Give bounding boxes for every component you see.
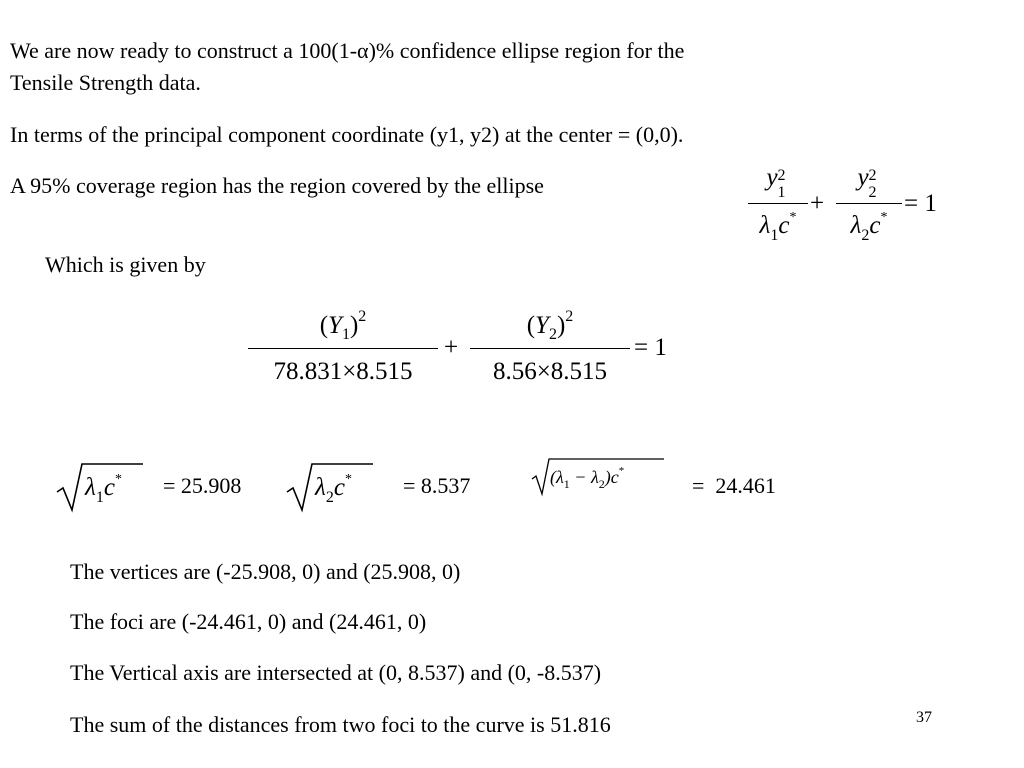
eq2-term2 <box>470 300 630 400</box>
intro-line-2: Tensile Strength data. <box>10 70 201 95</box>
eq2-t1-sub: 1 <box>341 326 350 343</box>
result-foci: The foci are (-24.461, 0) and (24.461, 0) <box>70 609 427 634</box>
eq2-t2-sub: 2 <box>548 326 557 343</box>
eq2-t1-var: Y <box>328 312 342 339</box>
eq1-t1-num-var: y <box>766 164 778 191</box>
eq1-t1-den-sub: 1 <box>770 227 779 244</box>
root2-c: c <box>333 474 345 501</box>
eq2-t2-close: ) <box>556 312 566 339</box>
root3-close: )c <box>604 467 619 487</box>
eq1-t2-num-var: y <box>857 164 869 191</box>
eq2-t2-var: Y <box>535 312 549 339</box>
eq1-t1-num-sub: 1 <box>777 184 786 201</box>
eq2-t2-open: ( <box>526 312 536 339</box>
root-lambda2-c <box>285 458 375 514</box>
root2-star: * <box>344 472 352 487</box>
numeric-ellipse-equation <box>248 300 688 400</box>
eq1-t2-den-star: * <box>880 210 888 225</box>
eq2-rhs: = 1 <box>634 334 667 361</box>
eq2-t1-sup: 2 <box>358 308 367 325</box>
eq2-t2-sup: 2 <box>565 308 574 325</box>
root3-minus: − λ <box>569 467 599 487</box>
page-number: 37 <box>916 709 932 726</box>
root1-var: λ <box>85 474 96 501</box>
eq2-term1 <box>248 300 438 400</box>
eq1-t1-den-var: λ <box>759 212 771 239</box>
result-sum-distances: The sum of the distances from two foci to the curve is 51.816 <box>70 712 611 737</box>
eq1-plus: + <box>810 190 825 217</box>
ellipse-equation <box>740 150 960 250</box>
eq1-t2-den-c: c <box>869 212 881 239</box>
result-vertices: The vertices are (-25.908, 0) and (25.908, 0) <box>70 559 461 584</box>
eq1-t1-den-star: * <box>789 210 797 225</box>
eq1-t2-den-sub: 2 <box>861 227 870 244</box>
eq1-t1-num-sup: 2 <box>777 167 786 184</box>
eq1-rhs: = 1 <box>904 190 937 217</box>
root1-value: = 25.908 <box>163 473 242 498</box>
eq2-t1-close: ) <box>349 312 359 339</box>
root3-star: * <box>618 465 625 477</box>
eq1-t2-den-var: λ <box>850 212 862 239</box>
coverage-line: A 95% coverage region has the region covered by the ellipse <box>10 173 544 198</box>
eq2-t2-den: 8.56×8.515 <box>492 358 608 385</box>
eq1-term2 <box>836 150 902 250</box>
root3-sub1: 1 <box>563 477 570 491</box>
intro-line-1: We are now ready to construct a 100(1-α)% confidence ellipse region for the <box>10 38 685 63</box>
eq1-term1 <box>748 150 808 250</box>
which-line: Which is given by <box>45 252 206 277</box>
eq1-t1-den-c: c <box>778 212 790 239</box>
root1-sub: 1 <box>95 489 104 506</box>
root3-open: (λ <box>550 467 564 487</box>
eq2-t1-den: 78.831×8.515 <box>273 358 413 385</box>
root2-sub: 2 <box>325 489 334 506</box>
root-lambda-diff-c <box>530 455 666 497</box>
eq2-plus: + <box>444 334 459 361</box>
eq1-t2-num-sub: 2 <box>868 184 877 201</box>
center-line: In terms of the principal component coordinate (y1, y2) at the center = (0,0). <box>10 122 684 147</box>
eq2-t1-open: ( <box>319 312 329 339</box>
root2-value: = 8.537 <box>403 473 471 498</box>
root1-star: * <box>114 472 122 487</box>
root3-sub2: 2 <box>598 477 605 491</box>
root3-value: = 24.461 <box>692 473 776 498</box>
result-vertical-axis: The Vertical axis are intersected at (0, 8.537) and (0, -8.537) <box>70 660 602 685</box>
root-lambda1-c <box>55 458 145 514</box>
eq1-t2-num-sup: 2 <box>868 167 877 184</box>
root1-c: c <box>103 474 115 501</box>
root2-var: λ <box>315 474 326 501</box>
